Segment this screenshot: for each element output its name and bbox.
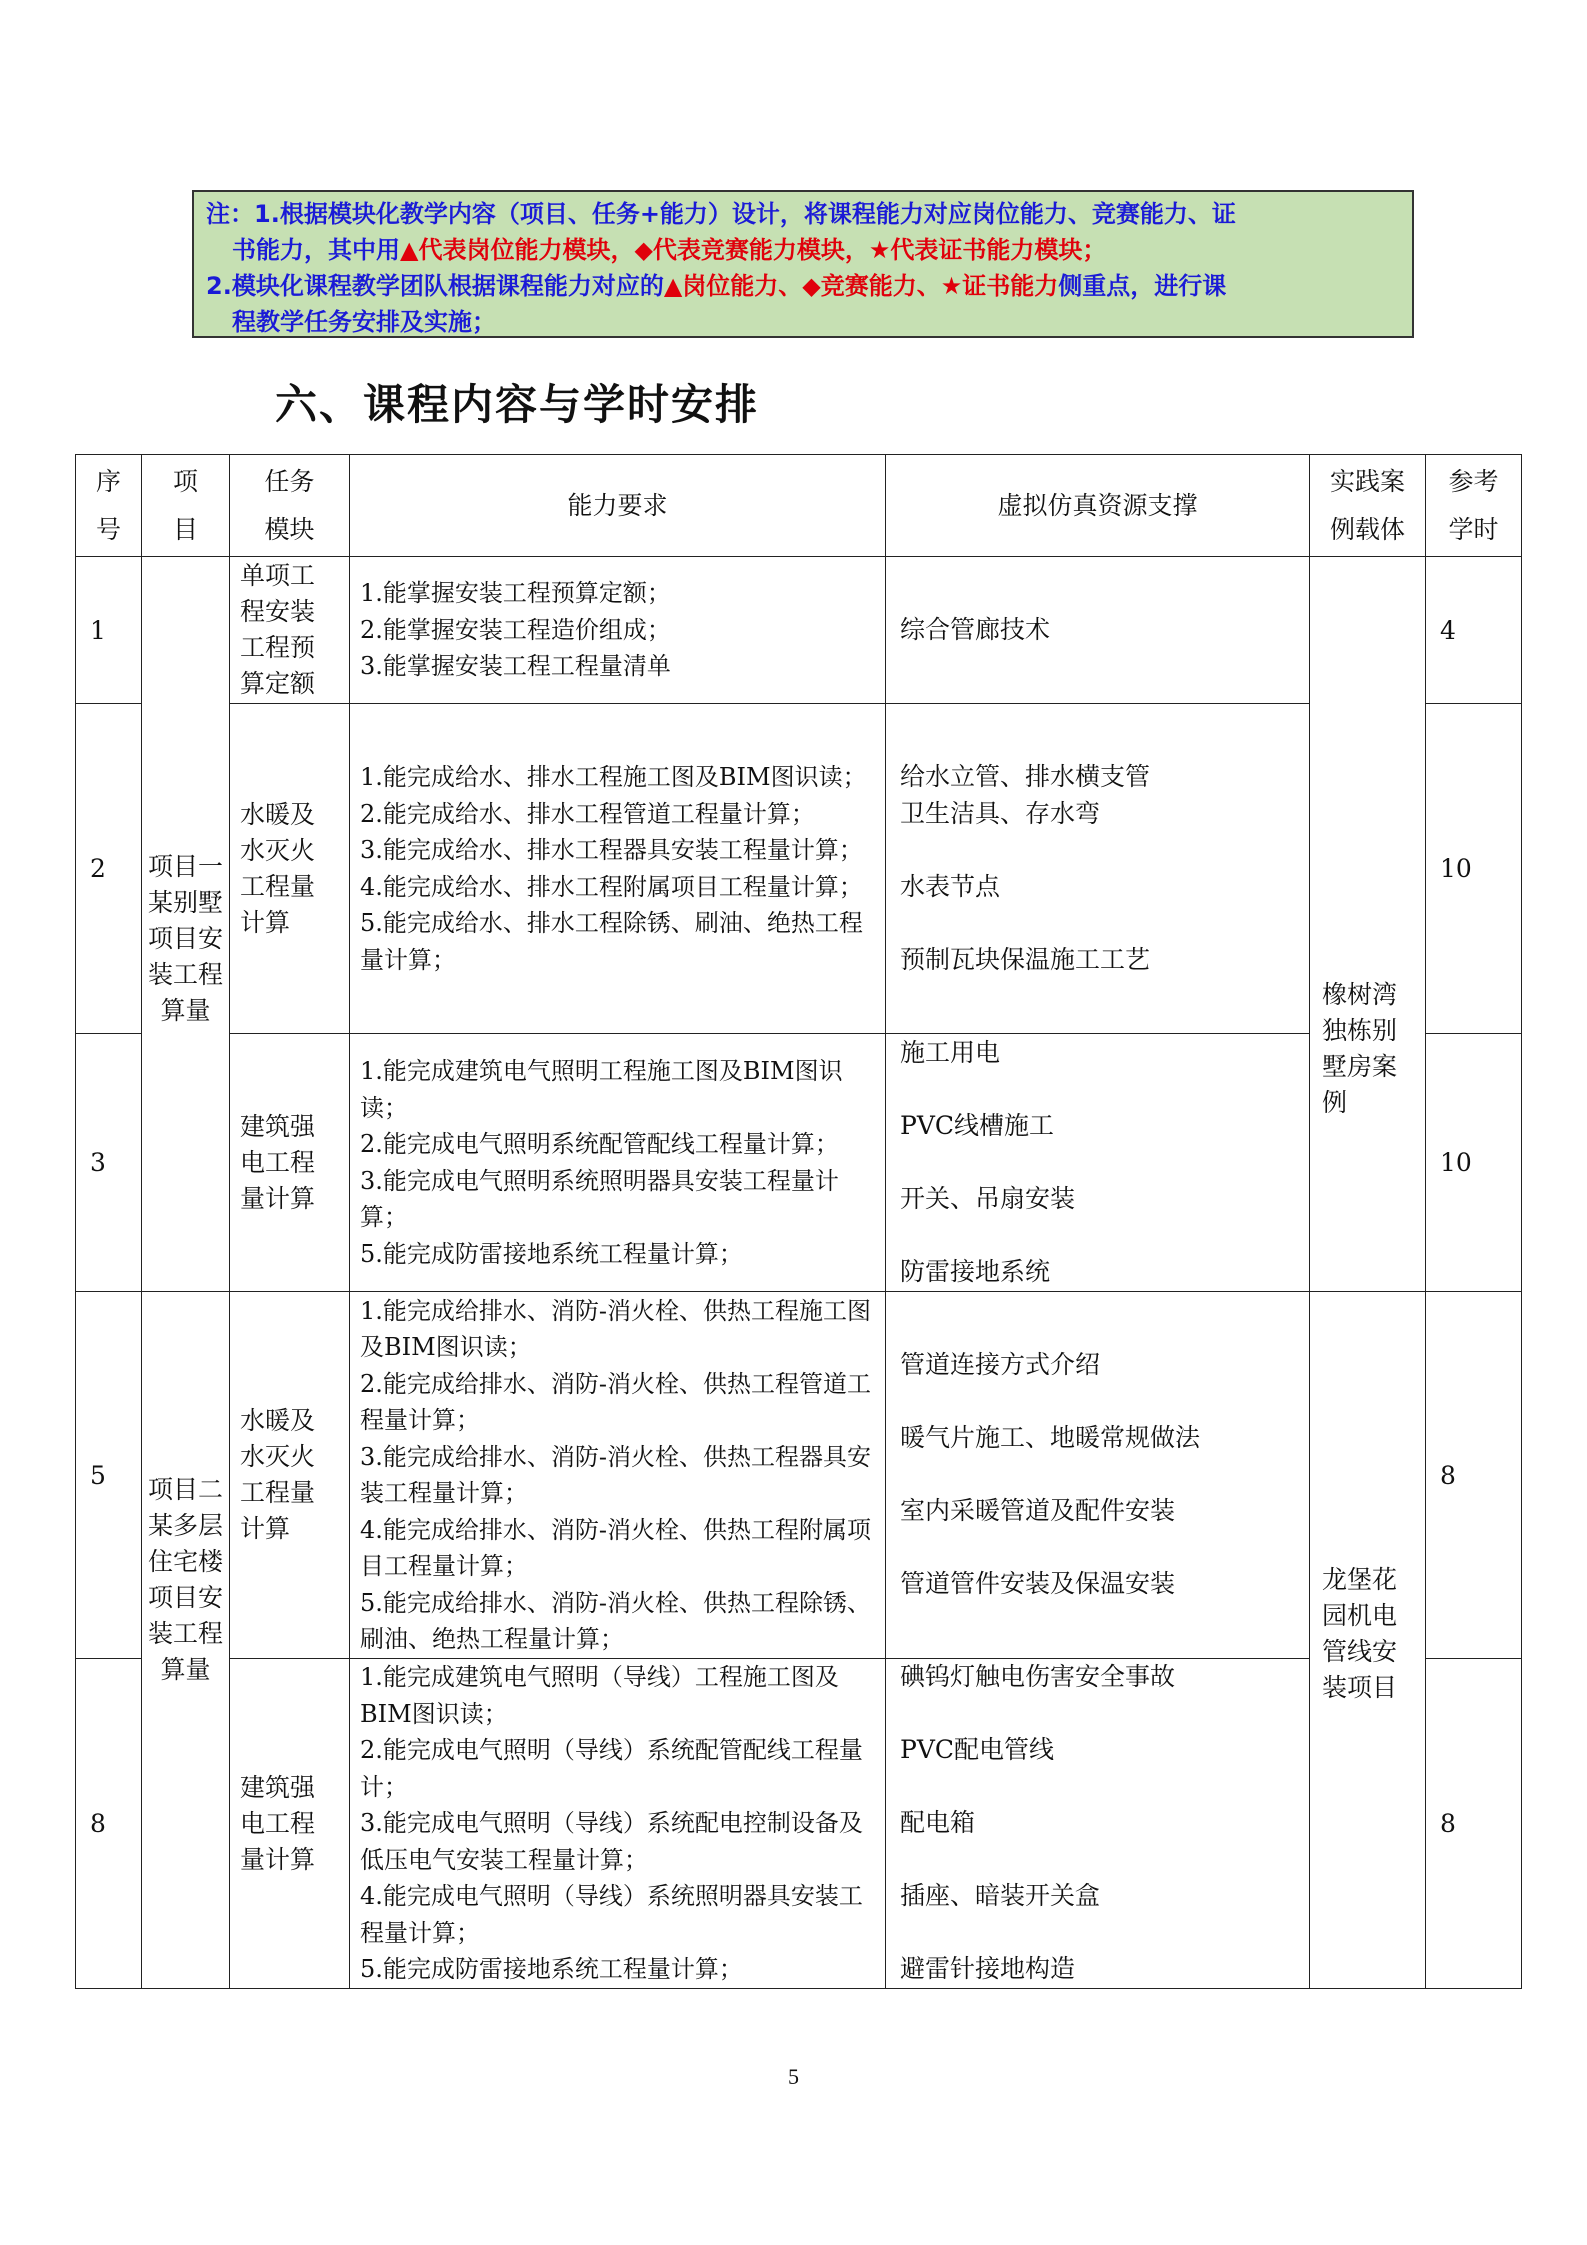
row-no: 8	[76, 1659, 142, 1989]
note-line-2: 书能力，其中用▲代表岗位能力模块，◆代表竞赛能力模块，★代表证书能力模块；	[232, 236, 1107, 264]
ability-list: 1.能完成建筑电气照明工程施工图及BIM图识读； 2.能完成电气照明系统配管配线工程量计算； 3.能完成电气照明系统照明器具安装工程量计算； 5.能完成防雷接地系统工程量计算；	[350, 1034, 886, 1292]
note-symbols-legend: ▲代表岗位能力模块，◆代表竞赛能力模块，★代表证书能力模块；	[400, 236, 1107, 264]
row-hours: 8	[1426, 1659, 1522, 1989]
row-hours: 8	[1426, 1292, 1522, 1659]
task-module: 水暖及水灭火工程量计算	[230, 1292, 350, 1659]
practice-case: 龙堡花园机电管线安装项目	[1310, 1292, 1426, 1989]
section-heading: 六、课程内容与学时安排	[275, 380, 760, 429]
header-no: 序 号	[76, 455, 142, 557]
row-no: 3	[76, 1034, 142, 1292]
project-name: 项目二某多层住宅楼项目安装工程算量	[142, 1292, 230, 1989]
table-row	[76, 1292, 1522, 1659]
header-ability: 能力要求	[350, 455, 886, 557]
table-row	[76, 704, 1522, 1034]
ability-list: 1.能完成建筑电气照明（导线）工程施工图及BIM图识读； 2.能完成电气照明（导线）系统配管配线工程量计； 3.能完成电气照明（导线）系统配电控制设备及低压电气安装工程量计算； 4.能完成电气照明（导线）系统照明器具安装工程量计算； 5.能完成防雷接地系统工程量计算；	[350, 1659, 886, 1989]
header-hours: 参考 学时	[1426, 455, 1522, 557]
ability-list: 1.能掌握安装工程预算定额； 2.能掌握安装工程造价组成； 3.能掌握安装工程工程量清单	[350, 557, 886, 704]
row-no: 2	[76, 704, 142, 1034]
row-hours: 10	[1426, 704, 1522, 1034]
table-row	[76, 557, 1522, 704]
note-line-1: 注：1.根据模块化教学内容（项目、任务+能力）设计，将课程能力对应岗位能力、竞赛能力、证	[206, 200, 1236, 228]
project-name: 项目一某别墅项目安装工程算量	[142, 557, 230, 1292]
header-case: 实践案 例载体	[1310, 455, 1426, 557]
task-module: 建筑强电工程量计算	[230, 1659, 350, 1989]
task-module: 水暖及水灭火工程量计算	[230, 704, 350, 1034]
practice-case: 橡树湾独栋别墅房案例	[1310, 557, 1426, 1292]
header-project: 项 目	[142, 455, 230, 557]
resource-list: 给水立管、排水横支管 卫生洁具、存水弯 水表节点 预制瓦块保温施工工艺	[886, 704, 1310, 1034]
row-hours: 4	[1426, 557, 1522, 704]
course-table	[75, 454, 1522, 1989]
resource-list: 施工用电 PVC线槽施工 开关、吊扇安装 防雷接地系统	[886, 1034, 1310, 1292]
resource-list: 管道连接方式介绍 暖气片施工、地暖常规做法 室内采暖管道及配件安装 管道管件安装及保温安装	[886, 1292, 1310, 1659]
note-symbols-focus: ▲岗位能力、◆竞赛能力、★证书能力	[663, 272, 1059, 300]
row-no: 5	[76, 1292, 142, 1659]
note-line-3: 2.模块化课程教学团队根据课程能力对应的▲岗位能力、◆竞赛能力、★证书能力侧重点，进行课	[206, 272, 1227, 300]
header-module: 任务 模块	[230, 455, 350, 557]
table-row	[76, 1659, 1522, 1989]
note-line-4: 程教学任务安排及实施；	[232, 308, 496, 336]
row-hours: 10	[1426, 1034, 1522, 1292]
ability-list: 1.能完成给水、排水工程施工图及BIM图识读； 2.能完成给水、排水工程管道工程量计算； 3.能完成给水、排水工程器具安装工程量计算； 4.能完成给水、排水工程附属项目工程量计算； 5.能完成给水、排水工程除锈、刷油、绝热工程量计算；	[350, 704, 886, 1034]
note-box	[192, 190, 1414, 338]
header-resource: 虚拟仿真资源支撑	[886, 455, 1310, 557]
resource-list: 碘钨灯触电伤害安全事故 PVC配电管线 配电箱 插座、暗装开关盒 避雷针接地构造	[886, 1659, 1310, 1989]
task-module: 单项工程安装工程预算定额	[230, 557, 350, 704]
page-number: 5	[788, 2064, 799, 2089]
row-no: 1	[76, 557, 142, 704]
resource-list: 综合管廊技术	[886, 557, 1310, 704]
ability-list: 1.能完成给排水、消防-消火栓、供热工程施工图及BIM图识读； 2.能完成给排水、消防-消火栓、供热工程管道工程量计算； 3.能完成给排水、消防-消火栓、供热工程器具安装工程量计算； 4.能完成给排水、消防-消火栓、供热工程附属项目工程量计算； 5.能完成给排水、消防-消火栓、供热工程除锈、刷油、绝热工程量计算；	[350, 1292, 886, 1659]
table-row	[76, 1034, 1522, 1292]
task-module: 建筑强电工程量计算	[230, 1034, 350, 1292]
table-header-row	[76, 455, 1522, 557]
